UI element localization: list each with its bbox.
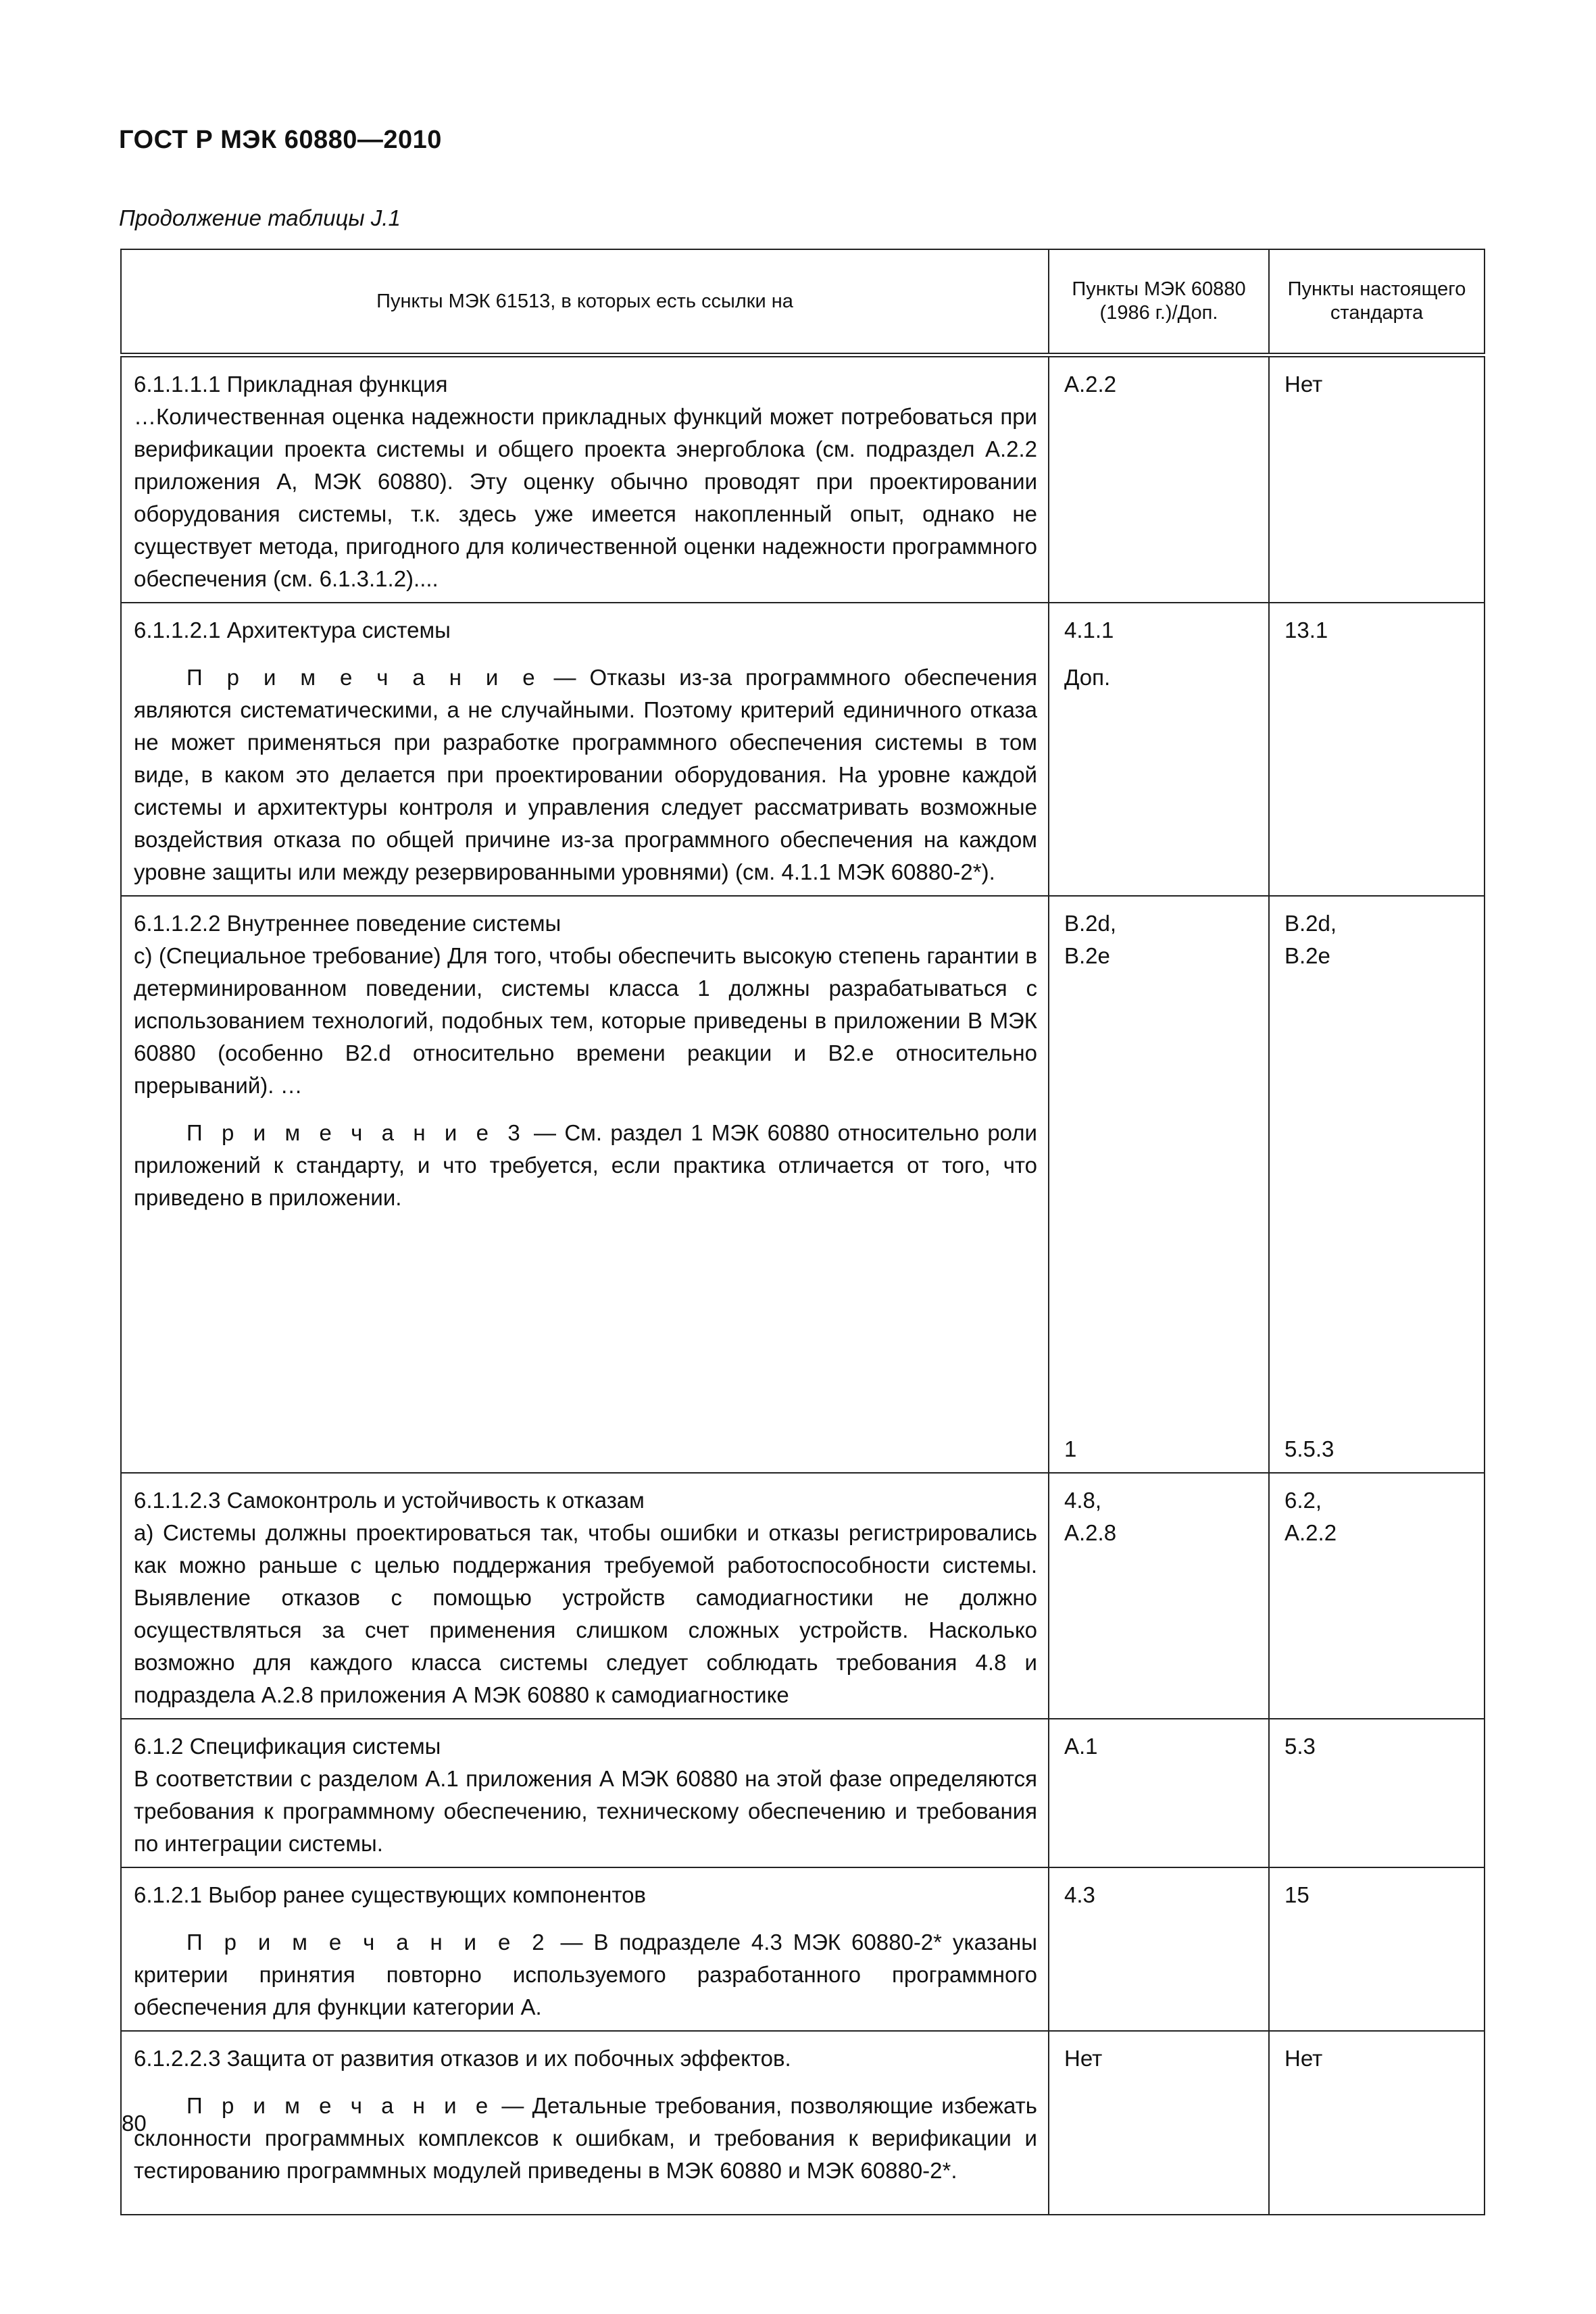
note-label: П р и м е ч а н и е (186, 665, 541, 690)
note-label: П р и м е ч а н и е 2 (186, 1930, 550, 1955)
requirement-note (134, 1926, 1037, 2023)
requirement-text: …Количественная оценка надежности прикладных функций может потребоваться при верификации проекта системы и общего проекта энергоблока (см. подраздел А.2.2 приложения А, МЭК 60880). Эту оценку обычно проводят при проектировании оборудования системы, т.к. здесь уже имеется накопленный опыт, однако не существует метода, пригодного для количественной оценки надежности программного обеспечения (см. 6.1.3.1.2).... (134, 404, 1037, 591)
requirement-heading: 6.1.2 Спецификация системы (134, 1734, 441, 1759)
note-text: — Отказы из-за программного обеспечения являются систематическими, а не случайными. Поэтому критерий единичного отказа не может применяться при разработке программного обеспечения системы в том виде, в каком это делается при проектировании оборудования. На уровне каждой системы и архитектуры контроля и управления следует рассматривать возможные воздействия отказа по общей причине из-за программного обеспечения на каждом уровне защиты или между резервированными уровнями) (см. 4.1.1 МЭК 60880-2*). (134, 665, 1037, 884)
iec60880-ref: А.2.2 (1064, 372, 1117, 397)
table-row (121, 1473, 1485, 1719)
iec60880-ref-bottom: 1 (1064, 1436, 1077, 1461)
note-text: — В подразделе 4.3 МЭК 60880-2* указаны критерии принятия повторно используемого разработанного программного обеспечения для функции категории А. (134, 1930, 1037, 2019)
iec60880-ref: 4.1.1 (1064, 618, 1114, 643)
requirement-cell (121, 603, 1049, 896)
requirement-text: В соответствии с разделом А.1 приложения А МЭК 60880 на этой фазе определяются требования к программному обеспечению, техническому обеспечению и требования по интеграции системы. (134, 1766, 1037, 1856)
standard-ref: В.2е (1285, 943, 1330, 968)
requirement-heading: 6.1.1.2.3 Самоконтроль и устойчивость к отказам (134, 1488, 645, 1513)
iec60880-ref-cell (1049, 896, 1269, 1473)
standard-ref-cell (1269, 603, 1485, 896)
iec60880-ref-extra: Доп. (1064, 665, 1111, 690)
iec60880-ref: В.2d, (1064, 911, 1117, 936)
note-text: — Детальные требования, позволяющие избежать склонности программных комплексов к ошибкам, и требования к верификации и тестированию программных модулей приведены в МЭК 60880 и МЭК 60880-2*. (134, 2093, 1037, 2183)
iec60880-ref: В.2е (1064, 943, 1110, 968)
iec60880-ref: 4.3 (1064, 1882, 1095, 1907)
standard-ref: 15 (1285, 1882, 1310, 1907)
requirement-cell (121, 1719, 1049, 1867)
standard-ref-cell (1269, 355, 1485, 603)
iec60880-ref: А.1 (1064, 1734, 1098, 1759)
references-table (120, 249, 1485, 2215)
standard-ref: Нет (1285, 372, 1323, 397)
standard-ref: 13.1 (1285, 618, 1328, 643)
column-header-iec60880: Пункты МЭК 60880 (1986 г.)/Доп. (1049, 249, 1269, 355)
note-text: — См. раздел 1 МЭК 60880 относительно роли приложений к стандарту, и что требуется, если практика отличается от того, что приведено в приложении. (134, 1120, 1037, 1210)
requirement-note (134, 661, 1037, 888)
standard-ref: 6.2, (1285, 1488, 1322, 1513)
requirement-text: с) (Специальное требование) Для того, чтобы обеспечить высокую степень гарантии в детерминированном поведении, системы класса 1 должны разрабатываться с использованием технологий, подобных тем, которые приведены в приложении В МЭК 60880 (особенно В2.d относительно времени реакции и В2.е относительно прерываний). … (134, 943, 1037, 1098)
column-header-iec61513: Пункты МЭК 61513, в которых есть ссылки на (121, 249, 1049, 355)
standard-ref: 5.3 (1285, 1734, 1316, 1759)
requirement-cell (121, 1867, 1049, 2031)
note-label: П р и м е ч а н и е 3 (186, 1120, 526, 1145)
table-row (121, 1867, 1485, 2031)
iec60880-ref-cell (1049, 603, 1269, 896)
table-row (121, 1719, 1485, 1867)
requirement-cell (121, 355, 1049, 603)
requirement-heading: 6.1.2.1 Выбор ранее существующих компонентов (134, 1882, 646, 1907)
table-row (121, 355, 1485, 603)
requirement-note (134, 1117, 1037, 1214)
iec60880-ref-cell (1049, 355, 1269, 603)
iec60880-ref: А.2.8 (1064, 1520, 1117, 1545)
iec60880-ref: 4.8, (1064, 1488, 1102, 1513)
standard-ref-cell (1269, 1473, 1485, 1719)
requirement-cell (121, 2031, 1049, 2215)
iec60880-ref-cell (1049, 2031, 1269, 2215)
requirement-cell (121, 896, 1049, 1473)
iec60880-ref: Нет (1064, 2046, 1103, 2071)
standard-ref: А.2.2 (1285, 1520, 1337, 1545)
standard-ref: В.2d, (1285, 911, 1337, 936)
column-header-standard: Пункты настоящего стандарта (1269, 249, 1485, 355)
standard-ref: Нет (1285, 2046, 1323, 2071)
requirement-cell (121, 1473, 1049, 1719)
table-caption: Продолжение таблицы J.1 (119, 205, 401, 230)
standard-ref-cell (1269, 896, 1485, 1473)
standard-ref-cell (1269, 2031, 1485, 2215)
standard-ref-bottom: 5.5.3 (1285, 1436, 1335, 1461)
table-row (121, 896, 1485, 1473)
requirement-heading: 6.1.2.2.3 Защита от развития отказов и их побочных эффектов. (134, 2046, 791, 2071)
requirement-note (134, 2090, 1037, 2187)
requirement-heading: 6.1.1.2.2 Внутреннее поведение системы (134, 911, 562, 936)
requirement-heading: 6.1.1.2.1 Архитектура системы (134, 618, 451, 643)
standard-ref-cell (1269, 1867, 1485, 2031)
table-row (121, 603, 1485, 896)
document-header: ГОСТ Р МЭК 60880—2010 (119, 126, 442, 154)
requirement-heading: 6.1.1.1.1 Прикладная функция (134, 372, 448, 397)
page-number: 80 (122, 2111, 147, 2136)
requirement-text: а) Системы должны проектироваться так, чтобы ошибки и отказы регистрировались как можно раньше с целью поддержания требуемой работоспособности системы. Выявление отказов с помощью устройств самодиагностики не должно осуществляться за счет применения слишком сложных устройств. Насколько возможно для каждого класса системы следует соблюдать требования 4.8 и подраздела А.2.8 приложения А МЭК 60880 к самодиагностике (134, 1520, 1037, 1707)
iec60880-ref-cell (1049, 1719, 1269, 1867)
table-row (121, 2031, 1485, 2215)
table-header-row (121, 249, 1485, 355)
note-label: П р и м е ч а н и е (186, 2093, 494, 2118)
iec60880-ref-cell (1049, 1473, 1269, 1719)
standard-ref-cell (1269, 1719, 1485, 1867)
iec60880-ref-cell (1049, 1867, 1269, 2031)
